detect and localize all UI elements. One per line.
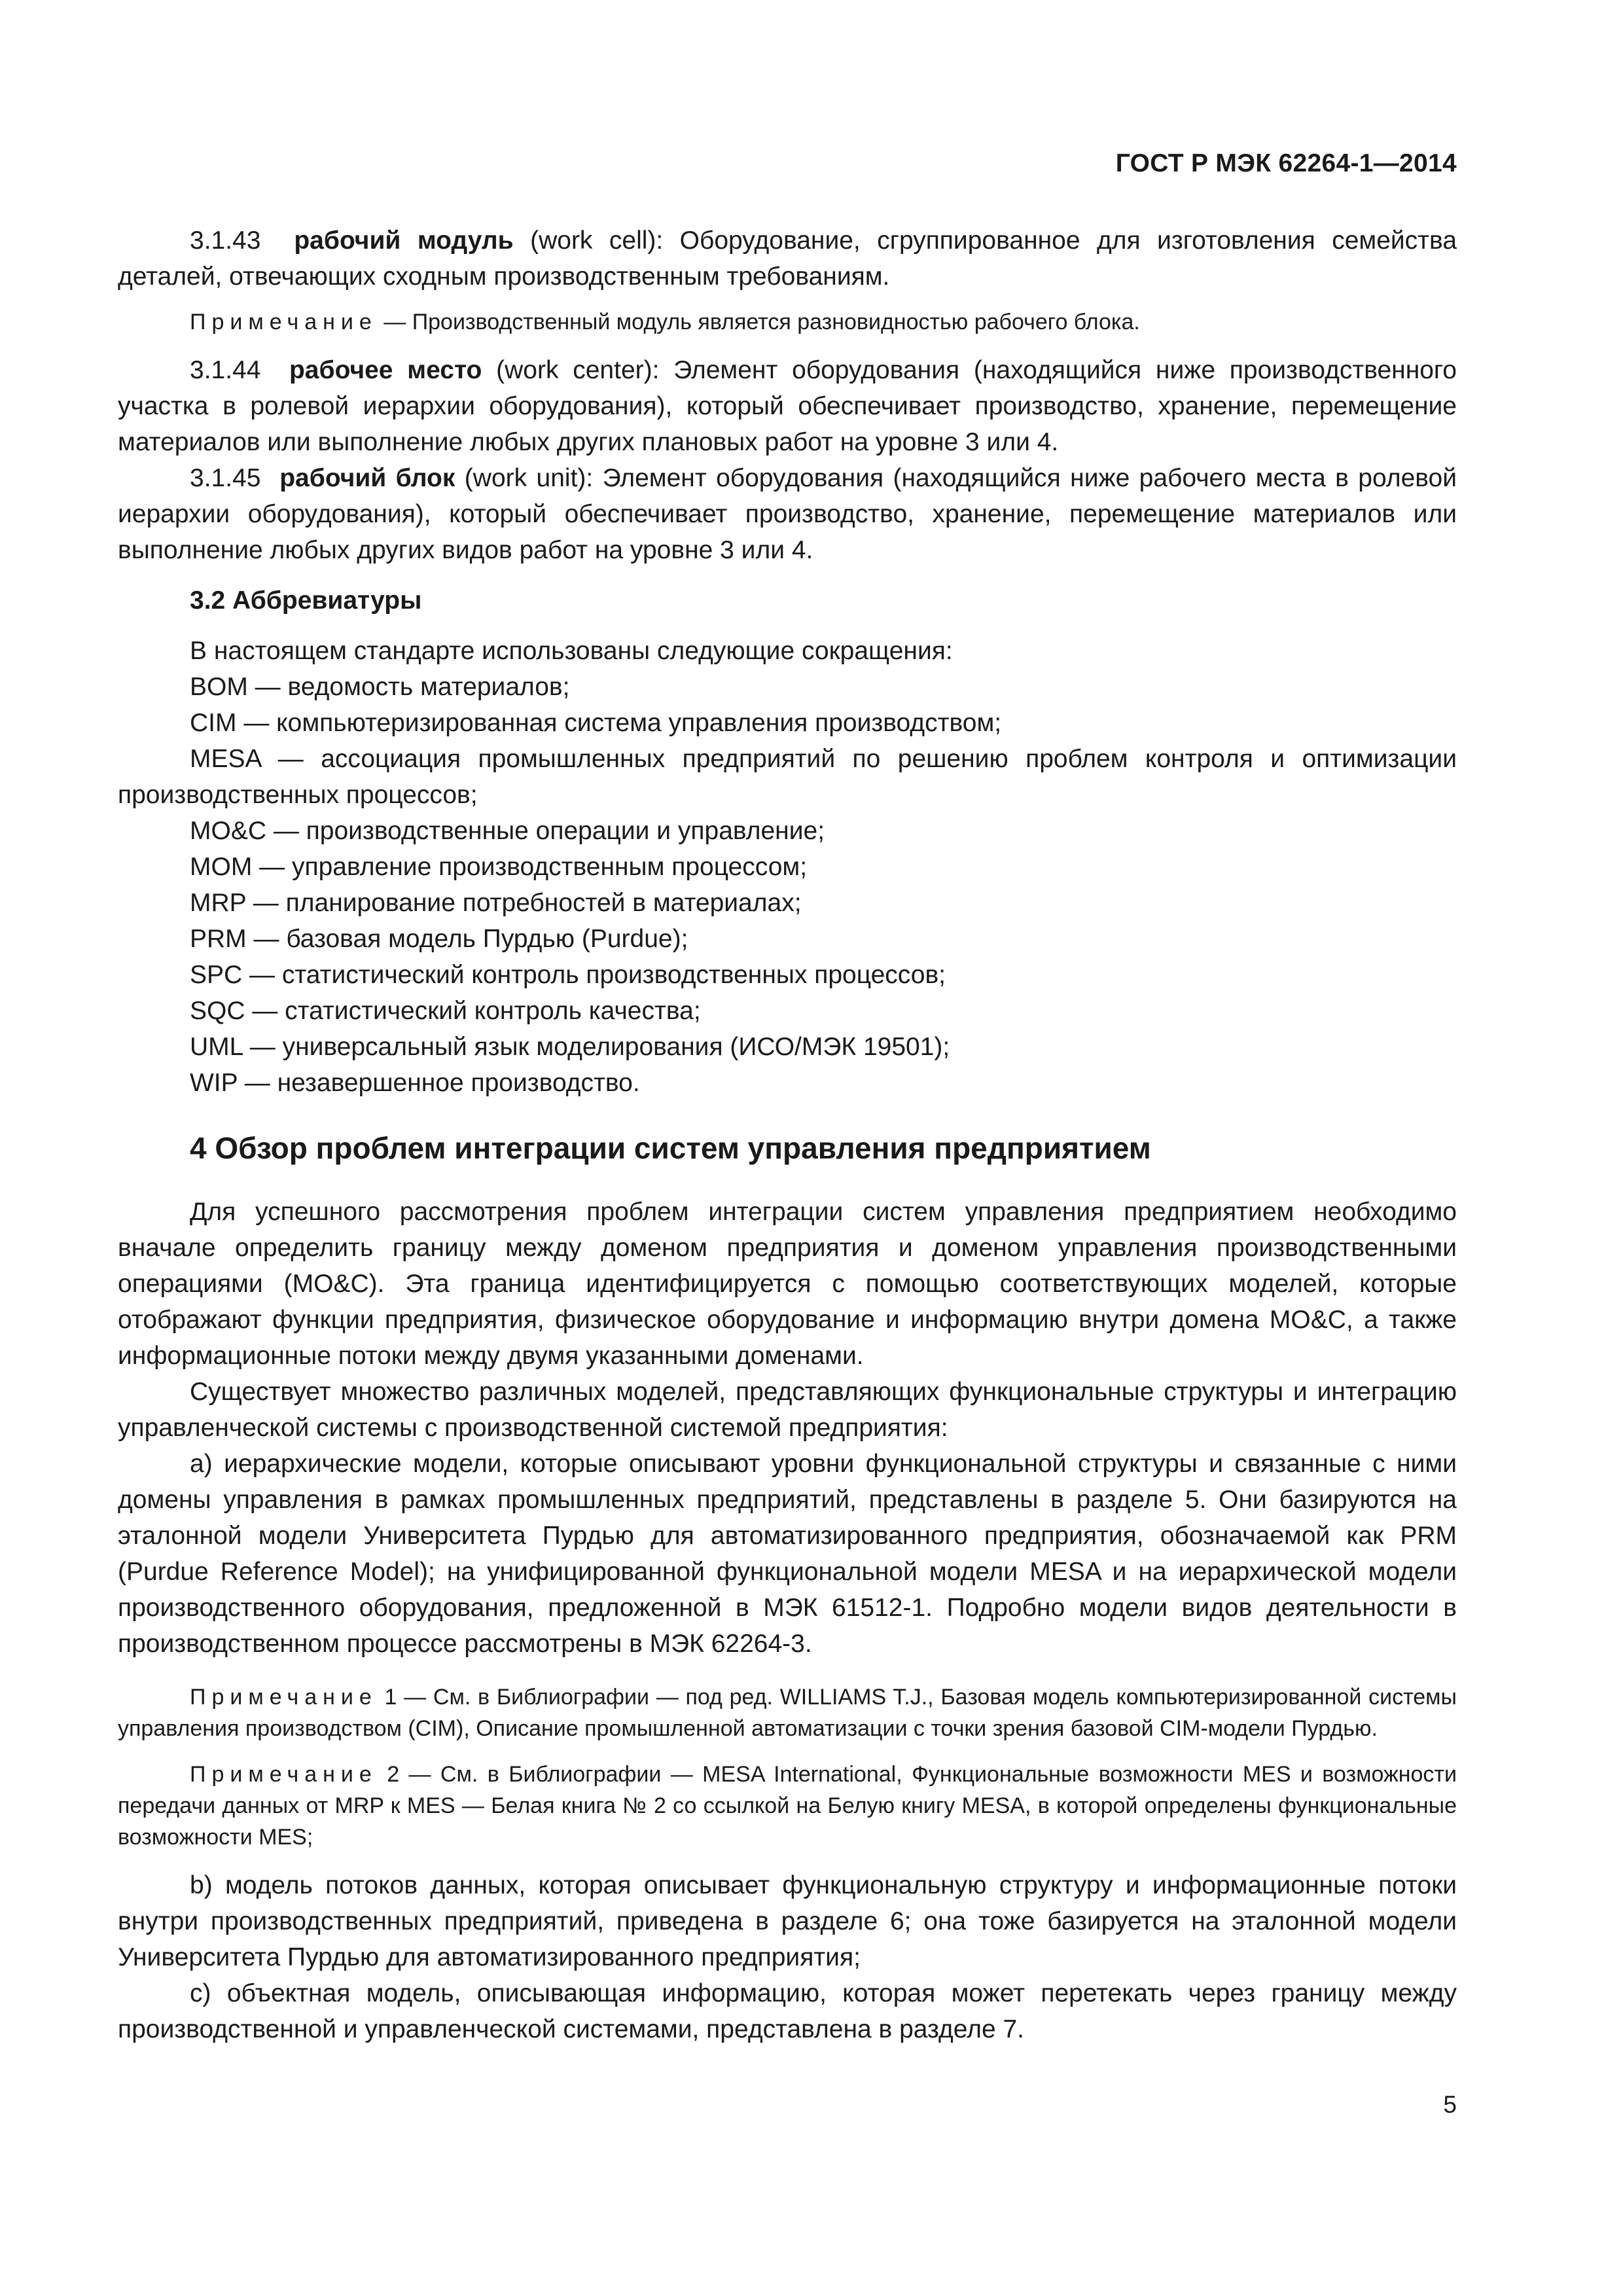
abbr-item: PRM — базовая модель Пурдью (Purdue); <box>190 925 688 953</box>
page-number: 5 <box>1443 2091 1457 2118</box>
abbr-item: CIM — компьютеризированная система управления производством; <box>190 709 1002 737</box>
term-name: рабочее место <box>289 356 482 384</box>
paragraph: Для успешного рассмотрения проблем интеграции систем управления предприятием необходимо вначале определить границу между доменом предприятия и доменом управления производственными операциями (MO&C). Эта граница идентифицируется с помощью соответствующих моделей, которые отображают функции предприятия, физическое оборудование и информацию внутри домена MO&C, а также информационные потоки между двумя указанными доменами. <box>118 1198 1457 1370</box>
abbr-item: BOM — ведомость материалов; <box>190 673 570 701</box>
note-text: — Производственный модуль является разновидностью рабочего блока. <box>377 310 1140 334</box>
paragraph: Существует множество различных моделей, представляющих функциональные структуры и интеграцию управленческой системы с производственной системой предприятия: <box>118 1378 1457 1442</box>
abbr-item: MO&C — производственные операции и управление; <box>190 817 825 845</box>
note-label: Примечание <box>190 1685 378 1710</box>
term-name: рабочий блок <box>279 464 455 492</box>
abbr-item: SPC — статистический контроль производственных процессов; <box>190 961 946 989</box>
note-1 <box>118 1681 1457 1744</box>
term-number: 3.1.43 <box>190 226 261 255</box>
paragraph: c) объектная модель, описывающая информацию, которая может перетекать через границу между производственной и управленческой системами, представлена в разделе 7. <box>118 1979 1457 2043</box>
note-work-cell <box>118 306 1457 338</box>
abbr-item: SQC — статистический контроль качества; <box>190 997 701 1025</box>
note-text: 1 — См. в Библиографии — под ред. WILLIAMS T.J., Базовая модель компьютеризированной системы управления производством (CIM), Описание промышленной автоматизации с точки зрения базовой CIM-модели Пурдью. <box>118 1685 1457 1741</box>
section-3-2-title: 3.2 Аббревиатуры <box>190 586 422 615</box>
term-definition: (work cell): Оборудование, сгруппированное для изготовления семейства деталей, отвечающих сходным производственным требованиям. <box>118 226 1457 291</box>
term-number: 3.1.44 <box>190 356 261 384</box>
term-name: рабочий модуль <box>294 226 514 255</box>
abbr-item: WIP — незавершенное производство. <box>190 1069 640 1097</box>
note-label: Примечание <box>190 310 378 334</box>
abbr-item: UML — универсальный язык моделирования (ИСО/МЭК 19501); <box>190 1033 950 1061</box>
abbr-item: MOM — управление производственным процессом; <box>190 853 808 881</box>
term-3-1-45 <box>118 460 1457 568</box>
term-definition: (work center): Элемент оборудования (находящийся ниже производственного участка в ролевой иерархии оборудования), который обеспечивает производство, хранение, перемещение материалов или выполнение любых других плановых работ на уровне 3 или 4. <box>118 356 1457 456</box>
abbr-intro: В настоящем стандарте использованы следующие сокращения: <box>190 637 953 665</box>
abbr-item: MRP — планирование потребностей в материалах; <box>190 889 802 917</box>
paragraph: b) модель потоков данных, которая описывает функциональную структуру и информационные потоки внутри производственных предприятий, приведена в разделе 6; она тоже базируется на эталонной модели Университета Пурдью для автоматизированного предприятия; <box>118 1871 1457 1971</box>
term-3-1-44 <box>118 352 1457 460</box>
note-text: 2 — См. в Библиографии — MESA International, Функциональные возможности MES и возможности передачи данных от MRP к MES — Белая книга № 2 со ссылкой на Белую книгу MESA, в которой определены функциональные возможности MES; <box>118 1762 1457 1850</box>
document-header: ГОСТ Р МЭК 62264-1—2014 <box>1115 149 1457 177</box>
note-2 <box>118 1759 1457 1853</box>
section-4-title: 4 Обзор проблем интеграции систем управления предприятием <box>190 1131 1151 1165</box>
note-label: Примечание <box>190 1762 378 1787</box>
page-content <box>118 223 1457 2047</box>
term-definition: (work unit): Элемент оборудования (находящийся ниже рабочего места в ролевой иерархии оборудования), который обеспечивает производство, хранение, перемещение материалов или выполнение любых других видов работ на уровне 3 или 4. <box>118 464 1457 564</box>
paragraph: а) иерархические модели, которые описывают уровни функциональной структуры и связанные с ними домены управления в рамках промышленных предприятий, представлены в разделе 5. Они базируются на эталонной модели Университета Пурдью для автоматизированного предприятия, обозначаемой как PRM (Purdue Reference Model); на унифицированной функциональной модели MESA и на иерархической модели производственного оборудования, предложенной в МЭК 61512-1. Подробно модели видов деятельности в производственном процессе рассмотрены в МЭК 62264-3. <box>118 1450 1457 1658</box>
abbr-item: MESA — ассоциация промышленных предприятий по решению проблем контроля и оптимизации производственных процессов; <box>118 745 1457 809</box>
term-number: 3.1.45 <box>190 464 261 492</box>
term-3-1-43 <box>118 223 1457 295</box>
